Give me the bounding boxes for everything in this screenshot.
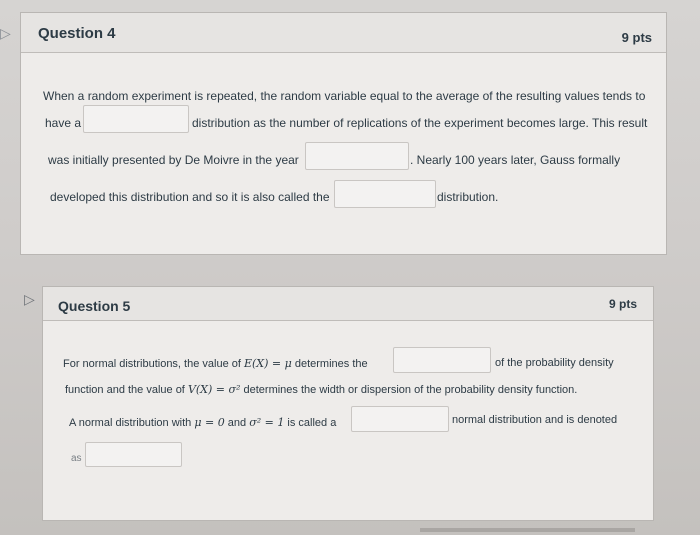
q4-text-line3-post: . Nearly 100 years later, Gauss formally <box>410 153 621 167</box>
q5-line3-and: and <box>227 417 247 429</box>
q5-text-line2 <box>65 383 577 396</box>
q5-line1-pre: For normal distributions, the value of <box>63 358 241 370</box>
q5-line3-math2: σ² = 1 <box>249 416 285 429</box>
q5-line1-mid: determines the <box>294 358 368 370</box>
question-5-card <box>42 286 654 521</box>
q4-text-line4-pre: developed this distribution and so it is also called the <box>50 190 330 204</box>
q5-line4-pre: as <box>71 453 82 464</box>
q4-text-line4-post: distribution. <box>437 190 499 204</box>
question-4-points: 9 pts <box>621 30 652 45</box>
q5-text-line3 <box>69 416 336 429</box>
q5-line3-math1: μ = 0 <box>194 416 225 429</box>
q4-text-line1: When a random experiment is repeated, the random variable equal to the average of the resulting values tends to <box>43 89 646 103</box>
q5-blank-denoted[interactable] <box>85 442 182 467</box>
q5-line2-math: V(X) = σ² <box>187 383 241 396</box>
next-card-edge <box>420 528 635 532</box>
q5-line3-pre: A normal distribution with <box>69 417 192 429</box>
q4-blank-year[interactable] <box>305 142 409 170</box>
q4-blank-distribution-name[interactable] <box>334 180 436 208</box>
q5-line1-math: E(X) = μ <box>243 357 292 370</box>
bookmark-icon-q4[interactable]: ▷ <box>0 25 11 41</box>
question-5-header <box>43 287 653 321</box>
question-5-title: Question 5 <box>58 298 131 314</box>
q5-blank-center[interactable] <box>393 347 491 373</box>
q4-text-line3-pre: was initially presented by De Moivre in the year <box>48 153 299 167</box>
q5-text-line1 <box>63 357 368 370</box>
q5-line2-pre: function and the value of <box>65 384 185 396</box>
q5-blank-standard[interactable] <box>351 406 449 432</box>
question-5-points: 9 pts <box>608 297 637 311</box>
q5-line1-post: of the probability density <box>495 357 614 369</box>
q4-blank-distribution-type[interactable] <box>83 105 189 133</box>
question-4-header <box>21 13 666 53</box>
q5-line3-mid: is called a <box>287 417 337 429</box>
q4-text-line2-pre: have a <box>45 116 82 130</box>
bookmark-icon-q5[interactable]: ▷ <box>24 291 35 307</box>
q5-line3-post: normal distribution and is denoted <box>452 414 618 426</box>
question-4-card <box>20 12 667 255</box>
q4-text-line2-post: distribution as the number of replications of the experiment becomes large. This result <box>192 116 648 130</box>
question-4-title: Question 4 <box>38 25 116 42</box>
q5-line2-post: determines the width or dispersion of the probability density function. <box>243 384 578 396</box>
